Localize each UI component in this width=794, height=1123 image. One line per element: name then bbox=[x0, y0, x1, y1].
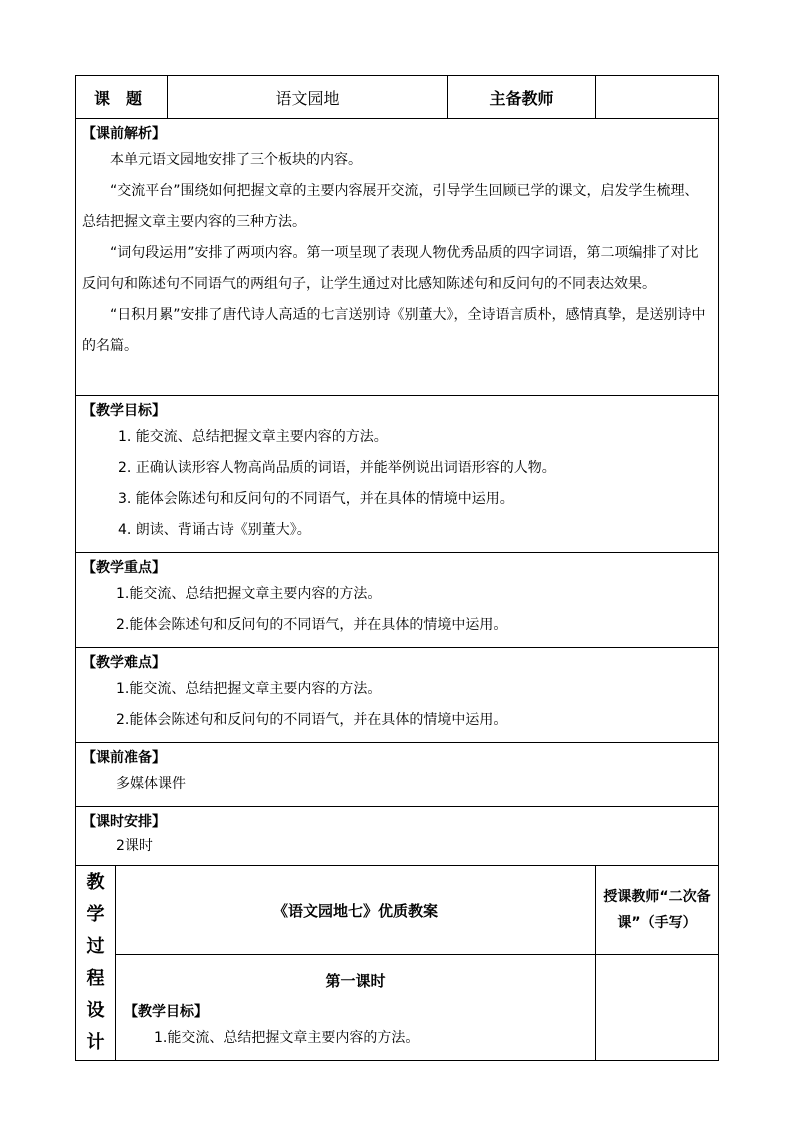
subject-value: 语文园地 bbox=[168, 76, 448, 119]
process-label-char: 学 bbox=[86, 904, 105, 925]
analysis-paragraph: “词句段运用”安排了两项内容。第一项呈现了表现人物优秀品质的四字词语，第二项编排了对比反问句和陈述句不同语气的两组句子，让学生通过对比感知陈述句和反问句的不同表达效果。 bbox=[82, 245, 699, 292]
process-label-char: 教 bbox=[86, 872, 105, 893]
key-point-item: 2.能体会陈述句和反问句的不同语气，并在具体的情境中运用。 bbox=[116, 617, 508, 633]
plan-title: 《语文园地七》优质教案 bbox=[116, 866, 596, 955]
key-points-title: 【教学重点】 bbox=[82, 560, 166, 576]
process-label-char: 程 bbox=[86, 968, 105, 989]
goal-item: 4. 朗读、背诵古诗《别董大》。 bbox=[118, 522, 311, 538]
lesson-plan-table bbox=[75, 75, 719, 1061]
key-point-item: 1.能交流、总结把握文章主要内容的方法。 bbox=[116, 586, 382, 602]
schedule-row bbox=[76, 807, 719, 866]
goal-item: 2. 正确认读形容人物高尚品质的词语，并能举例说出词语形容的人物。 bbox=[118, 460, 556, 476]
goals-row bbox=[76, 396, 719, 553]
analysis-paragraph: 本单元语文园地安排了三个板块的内容。 bbox=[110, 152, 362, 168]
lesson-plan-document bbox=[75, 75, 718, 1061]
preparation-title: 【课前准备】 bbox=[82, 750, 166, 766]
process-vertical-label bbox=[76, 866, 116, 1061]
lesson-row bbox=[76, 955, 719, 1061]
teacher-label: 主备教师 bbox=[448, 76, 596, 119]
goal-item: 1. 能交流、总结把握文章主要内容的方法。 bbox=[118, 429, 388, 445]
handwrite-label: 授课教师“二次备课”（手写） bbox=[596, 866, 719, 955]
key-points-row bbox=[76, 553, 719, 648]
difficulties-title: 【教学难点】 bbox=[82, 655, 166, 671]
preparation-row bbox=[76, 743, 719, 807]
process-header-row bbox=[76, 866, 719, 955]
process-label-char: 设 bbox=[86, 1000, 105, 1021]
difficulty-item: 2.能体会陈述句和反问句的不同语气，并在具体的情境中运用。 bbox=[116, 712, 508, 728]
analysis-row bbox=[76, 119, 719, 396]
lesson-title: 第一课时 bbox=[325, 972, 386, 990]
process-label-char: 过 bbox=[86, 936, 105, 957]
goal-item: 3. 能体会陈述句和反问句的不同语气，并在具体的情境中运用。 bbox=[118, 491, 514, 507]
schedule-content: 2课时 bbox=[116, 838, 153, 854]
process-label-char: 计 bbox=[86, 1032, 105, 1053]
schedule-title: 【课时安排】 bbox=[82, 814, 166, 830]
header-row bbox=[76, 76, 719, 119]
difficulty-item: 1.能交流、总结把握文章主要内容的方法。 bbox=[116, 681, 382, 697]
analysis-paragraph: “交流平台”围绕如何把握文章的主要内容展开交流，引导学生回顾已学的课文，启发学生梳理、总结把握文章主要内容的三种方法。 bbox=[82, 183, 699, 230]
analysis-paragraph: “日积月累”安排了唐代诗人高适的七言送别诗《别董大》，全诗语言质朴，感情真挚，是送别诗中的名篇。 bbox=[82, 307, 706, 354]
lesson-goal-title: 【教学目标】 bbox=[124, 1004, 208, 1020]
handwrite-area[interactable] bbox=[596, 955, 719, 1061]
difficulties-row bbox=[76, 648, 719, 743]
lesson-goal-item: 1.能交流、总结把握文章主要内容的方法。 bbox=[154, 1030, 420, 1046]
preparation-content: 多媒体课件 bbox=[116, 776, 186, 792]
analysis-title: 【课前解析】 bbox=[82, 126, 166, 142]
topic-label: 课 题 bbox=[76, 76, 168, 119]
teacher-value bbox=[596, 76, 719, 119]
goals-title: 【教学目标】 bbox=[82, 403, 166, 419]
